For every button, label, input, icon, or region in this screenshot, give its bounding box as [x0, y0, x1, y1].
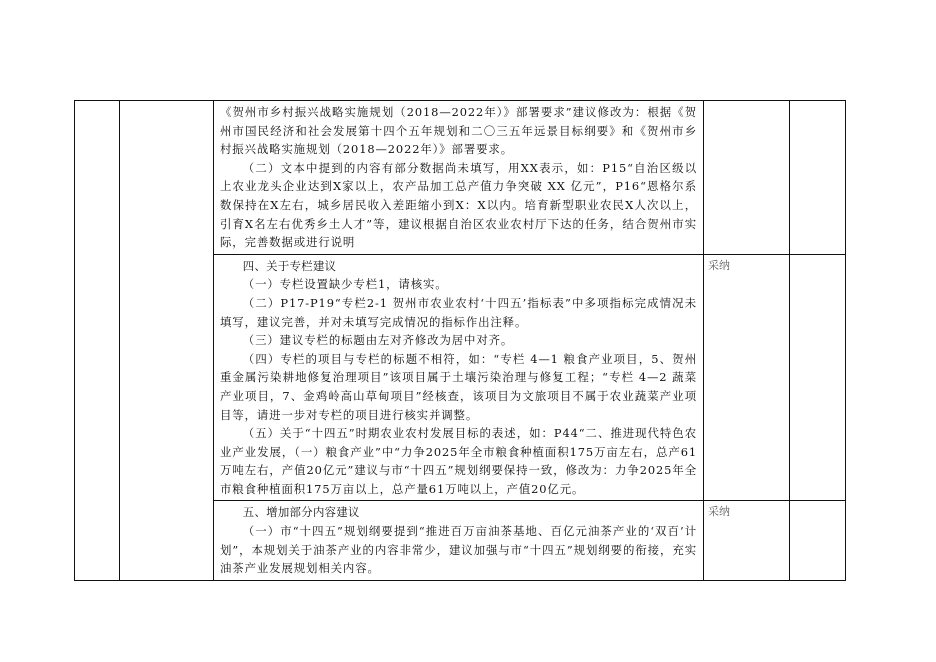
remark-text [790, 255, 845, 259]
remark-cell [790, 501, 846, 580]
paragraph: （二）P17-P19“专栏2-1 贺州市农业农村‘十四五’指标表”中多项指标完成情况未填写，建议完善，并对未填写完成情况的指标作出注释。 [220, 295, 697, 329]
table-row [75, 101, 846, 255]
index-cell [75, 101, 120, 581]
status-text: 采纳 [708, 258, 730, 272]
content-cell [214, 501, 704, 580]
status-cell [704, 101, 790, 255]
paragraph: （五）关于“十四五”时期农业农村发展目标的表述，如：P44“二、推进现代特色农业产业发展，（一）粮食产业”中“力争2025年全市粮食种植面积175万亩左右，总产61万吨左右，产值20亿元”建议与市“十四五”规划纲要保持一致，修改为：力争2025年全市粮食种植面积175万亩以上，总产量61万吨以上，产值20亿元。 [220, 426, 697, 496]
paragraph: （一）市“十四五”规划纲要提到“推进百万亩油茶基地、百亿元油茶产业的‘双百’计划”，本规划关于油茶产业的内容非常少，建议加强与市“十四五”规划纲要的衔接，充实油茶产业发展规划相关内容。 [220, 524, 697, 576]
paragraph: 《贺州市乡村振兴战略实施规划（2018—2022年）》部署要求”建议修改为：根据《贺州市国民经济和社会发展第十四个五年规划和二〇三五年远景目标纲要》和《贺州市乡村振兴战略实施规划（2018—2022年）》部署要求。 [220, 105, 697, 157]
paragraph: （一）专栏设置缺少专栏1，请核实。 [242, 277, 448, 292]
remark-cell [790, 101, 846, 255]
paragraph: （四）专栏的项目与专栏的标题不相符，如：“专栏 4—1 粮食产业项目，5、贺州重金属污染耕地修复治理项目”该项目属于土壤污染治理与修复工程；“专栏 4—2 蔬菜产业项目，7、金鸡岭高山草甸项目”经核查，该项目为文旅项目不属于农业蔬菜产业项目等，请进一步对专栏的项目进行核实并调整。 [220, 351, 697, 422]
content-cell [214, 101, 704, 255]
remark-cell [790, 254, 846, 501]
status-text [704, 101, 789, 105]
unit-cell [120, 101, 214, 581]
content-cell [214, 254, 704, 501]
paragraph: （二）文本中提到的内容有部分数据尚未填写，用XX表示，如：P15“自治区级以上农业龙头企业达到X家以上，农产品加工总产值力争突破 XX 亿元”，P16“恩格尔系数保持在X左右，城乡居民收入差距缩小到X：X以内。培育新型职业农民X人次以上，引育X名左右优秀乡土人才”等，建议根据自治区农业农村厅下达的任务，结合贺州市实际，完善数据或进行说明 [220, 160, 697, 250]
section-heading: 五、增加部分内容建议 [242, 505, 360, 520]
status-text: 采纳 [708, 505, 730, 519]
status-cell [704, 501, 790, 580]
review-table [74, 100, 846, 581]
paragraph: （三）建议专栏的标题由左对齐修改为居中对齐。 [242, 333, 514, 348]
section-heading: 四、关于专栏建议 [242, 258, 337, 273]
remark-text [790, 501, 845, 505]
remark-text [790, 101, 845, 105]
status-cell [704, 254, 790, 501]
